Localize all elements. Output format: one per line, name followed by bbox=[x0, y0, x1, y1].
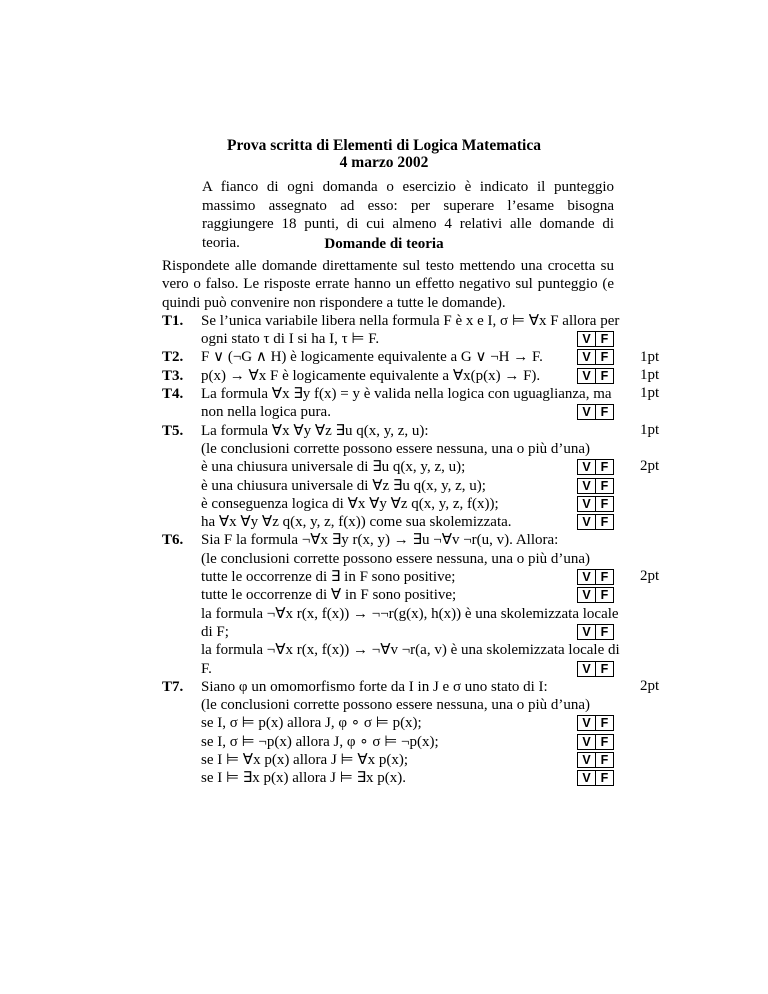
instructions-paragraph: Rispondete alle domande direttamente sul testo mettendo una crocetta su vero o falso. Le risposte errate hanno un effetto negativo sul punteggio (e quindi può convenire non rispondere a tutte le domande). bbox=[162, 258, 614, 311]
question-note: (le conclusioni corrette possono essere nessuna, una o più d’una) bbox=[201, 440, 591, 457]
question-option-text: la formula ¬∀x r(x, f(x)) → ¬∀v ¬r(a, v) è una skolemizzata locale di bbox=[201, 642, 620, 659]
question-option-text: è una chiusura universale di ∃u q(x, y, z, u); bbox=[201, 459, 466, 476]
false-option[interactable]: F bbox=[600, 332, 609, 347]
true-option[interactable]: V bbox=[578, 332, 596, 346]
true-false-box[interactable] bbox=[577, 734, 614, 750]
intro-paragraph: A fianco di ogni domanda o esercizio è indicato il punteggio massimo assegnato ad esso: per superare l’esame bisogna raggiungere 18 punti, di cui almeno 4 relativi alle domande di teoria. bbox=[202, 179, 614, 251]
question-number: T6. bbox=[162, 532, 184, 549]
points-label: 2pt bbox=[640, 678, 660, 694]
question-t4 bbox=[162, 385, 614, 422]
question-option-text: la formula ¬∀x r(x, f(x)) → ¬¬r(g(x), h(x)) è una skolemizzata locale bbox=[201, 605, 619, 622]
false-option[interactable]: F bbox=[600, 570, 609, 585]
false-option[interactable]: F bbox=[600, 496, 609, 511]
question-t1 bbox=[162, 312, 620, 349]
question-text: Se l’unica variabile libera nella formula F è x e I, σ ⊨ ∀x F allora per bbox=[201, 312, 620, 329]
question-option-text: se I, σ ⊨ p(x) allora J, φ ∘ σ ⊨ p(x); bbox=[201, 715, 422, 732]
points-label: 1pt bbox=[640, 367, 660, 383]
false-option[interactable]: F bbox=[600, 478, 609, 493]
question-number: T3. bbox=[162, 367, 184, 384]
true-option[interactable]: V bbox=[578, 625, 596, 639]
question-option-text: se I ⊨ ∀x p(x) allora J ⊨ ∀x p(x); bbox=[201, 752, 409, 769]
true-option[interactable]: V bbox=[578, 350, 596, 364]
section-title: Domande di teoria bbox=[324, 236, 444, 252]
question-option-text: è conseguenza logica di ∀x ∀y ∀z q(x, y, z, f(x)); bbox=[201, 495, 499, 512]
true-false-box[interactable] bbox=[577, 404, 614, 420]
exam-title: Prova scritta di Elementi di Logica Matematica bbox=[227, 137, 541, 154]
question-number: T5. bbox=[162, 422, 184, 439]
points-label: 1pt bbox=[640, 422, 660, 438]
false-option[interactable]: F bbox=[600, 753, 609, 768]
true-false-box[interactable] bbox=[577, 661, 614, 677]
question-note: (le conclusioni corrette possono essere nessuna, una o più d’una) bbox=[201, 550, 591, 567]
question-t2 bbox=[162, 348, 614, 366]
question-text: Sia F la formula ¬∀x ∃y r(x, y) → ∃u ¬∀v ¬r(u, v). Allora: bbox=[201, 532, 559, 549]
question-text: ogni stato τ di I si ha I, τ ⊨ F. bbox=[201, 331, 380, 348]
question-text: p(x) → ∀x F è logicamente equivalente a ∀x(p(x) → F). bbox=[201, 367, 541, 384]
points-label: 2pt bbox=[640, 568, 660, 584]
true-option[interactable]: V bbox=[578, 479, 596, 493]
true-option[interactable]: V bbox=[578, 753, 596, 767]
true-false-box[interactable] bbox=[577, 349, 614, 365]
question-number: T1. bbox=[162, 312, 184, 329]
question-text: La formula ∀x ∀y ∀z ∃u q(x, y, z, u): bbox=[201, 422, 429, 439]
false-option[interactable]: F bbox=[600, 624, 609, 639]
false-option[interactable]: F bbox=[600, 771, 609, 786]
true-option[interactable]: V bbox=[578, 497, 596, 511]
question-option-text: se I, σ ⊨ ¬p(x) allora J, φ ∘ σ ⊨ ¬p(x); bbox=[201, 733, 439, 750]
question-option-text: se I ⊨ ∃x p(x) allora J ⊨ ∃x p(x). bbox=[201, 770, 407, 787]
question-number: T4. bbox=[162, 386, 184, 403]
question-option-text: F. bbox=[201, 660, 212, 677]
true-false-box[interactable] bbox=[577, 715, 614, 731]
true-option[interactable]: V bbox=[578, 369, 596, 383]
false-option[interactable]: F bbox=[600, 368, 609, 383]
true-false-box[interactable] bbox=[577, 770, 614, 786]
false-option[interactable]: F bbox=[600, 515, 609, 530]
question-option-text: tutte le occorrenze di ∃ in F sono positive; bbox=[201, 569, 456, 586]
question-note: (le conclusioni corrette possono essere nessuna, una o più d’una) bbox=[201, 697, 591, 714]
question-text: La formula ∀x ∃y f(x) = y è valida nella logica con uguaglianza, ma bbox=[201, 386, 612, 403]
question-number: T7. bbox=[162, 678, 184, 695]
question-number: T2. bbox=[162, 349, 184, 366]
question-option-text: è una chiusura universale di ∀z ∃u q(x, y, z, u); bbox=[201, 477, 486, 494]
false-option[interactable]: F bbox=[600, 350, 609, 365]
points-label: 1pt bbox=[640, 385, 660, 401]
question-t3 bbox=[162, 367, 614, 385]
question-option-text: ha ∀x ∀y ∀z q(x, y, z, f(x)) come sua skolemizzata. bbox=[201, 514, 512, 531]
true-false-box[interactable] bbox=[577, 624, 614, 640]
question-option-text: di F; bbox=[201, 623, 229, 640]
points-label: 2pt bbox=[640, 458, 660, 474]
true-option[interactable]: V bbox=[578, 405, 596, 419]
true-false-box[interactable] bbox=[577, 587, 614, 603]
false-option[interactable]: F bbox=[600, 588, 609, 603]
true-false-box[interactable] bbox=[577, 331, 614, 347]
true-option[interactable]: V bbox=[578, 515, 596, 529]
true-option[interactable]: V bbox=[578, 588, 596, 602]
false-option[interactable]: F bbox=[600, 716, 609, 731]
false-option[interactable]: F bbox=[600, 405, 609, 420]
true-false-box[interactable] bbox=[577, 368, 614, 384]
true-option[interactable]: V bbox=[578, 735, 596, 749]
true-false-box[interactable] bbox=[577, 459, 614, 475]
true-option[interactable]: V bbox=[578, 716, 596, 730]
true-false-box[interactable] bbox=[577, 569, 614, 585]
true-option[interactable]: V bbox=[578, 662, 596, 676]
question-option-text: tutte le occorrenze di ∀ in F sono positive; bbox=[201, 587, 457, 604]
true-option[interactable]: V bbox=[578, 771, 596, 785]
question-text: F ∨ (¬G ∧ H) è logicamente equivalente a G ∨ ¬H → F. bbox=[201, 349, 543, 366]
question-t7 bbox=[162, 678, 614, 788]
question-t6 bbox=[162, 531, 620, 677]
true-false-box[interactable] bbox=[577, 514, 614, 530]
question-text: Siano φ un omomorfismo forte da I in J e σ uno stato di I: bbox=[201, 678, 548, 695]
question-text: non nella logica pura. bbox=[201, 404, 331, 421]
false-option[interactable]: F bbox=[600, 661, 609, 676]
exam-date: 4 marzo 2002 bbox=[339, 154, 429, 171]
true-option[interactable]: V bbox=[578, 570, 596, 584]
question-t5 bbox=[162, 422, 614, 532]
theory-section bbox=[162, 257, 620, 788]
false-option[interactable]: F bbox=[600, 734, 609, 749]
true-false-box[interactable] bbox=[577, 478, 614, 494]
points-label: 1pt bbox=[640, 349, 660, 365]
true-false-box[interactable] bbox=[577, 496, 614, 512]
true-false-box[interactable] bbox=[577, 752, 614, 768]
false-option[interactable]: F bbox=[600, 460, 609, 475]
true-option[interactable]: V bbox=[578, 460, 596, 474]
